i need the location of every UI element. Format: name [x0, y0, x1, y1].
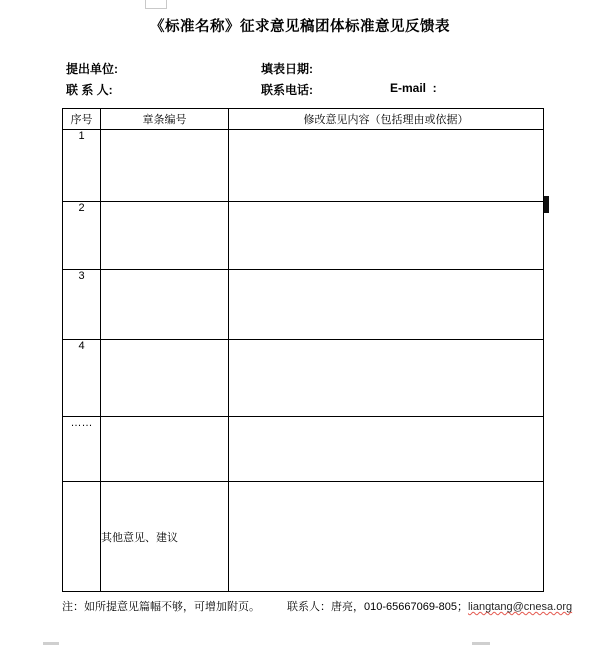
header-cell-content: 修改意见内容（包括理由或依据） [229, 109, 544, 130]
fill-date-label: 填表日期: [261, 62, 313, 76]
feedback-table [62, 108, 544, 592]
footer-contact [287, 598, 572, 614]
content-input-cell[interactable] [229, 340, 544, 417]
row-number-cell: 3 [63, 270, 101, 340]
content-input-cell[interactable] [229, 270, 544, 340]
table-row [63, 270, 544, 340]
header-cell-clause: 章条编号 [101, 109, 229, 130]
proposer-label: 提出单位: [66, 62, 118, 76]
row-number-cell: 1 [63, 130, 101, 202]
table-row [63, 202, 544, 270]
clause-input-cell[interactable] [101, 270, 229, 340]
email-label: E-mail : [390, 81, 437, 95]
row-number-cell [63, 482, 101, 592]
footer-contact-email: liangtang@cnesa.org [467, 601, 573, 613]
table-row [63, 417, 544, 482]
table-row-other-comments [63, 482, 544, 592]
content-input-cell[interactable] [229, 482, 544, 592]
header-cell-index: 序号 [63, 109, 101, 130]
table-row [63, 340, 544, 417]
row-number-cell: 2 [63, 202, 101, 270]
phone-label: 联系电话: [261, 83, 313, 97]
document-title: 《标准名称》征求意见稿团体标准意见反馈表 [150, 19, 450, 35]
table-row [63, 130, 544, 202]
content-input-cell[interactable] [229, 417, 544, 482]
content-input-cell[interactable] [229, 130, 544, 202]
clause-input-cell[interactable] [101, 417, 229, 482]
clause-input-cell[interactable] [101, 130, 229, 202]
table-border-drag-handle[interactable] [544, 196, 549, 213]
clause-input-cell[interactable] [101, 340, 229, 417]
content-input-cell[interactable] [229, 202, 544, 270]
page-top-notch-artifact [145, 0, 167, 9]
other-comments-label-cell: 其他意见、建议 [101, 482, 229, 592]
row-number-cell: 4 [63, 340, 101, 417]
contact-person-label: 联 系 人: [66, 83, 113, 97]
table-header-row [63, 109, 544, 130]
footer-contact-text: 联系人：唐亮，010-65667069-805； [287, 601, 468, 613]
row-number-cell: …… [63, 417, 101, 482]
clause-input-cell[interactable] [101, 202, 229, 270]
footer-note: 注：如所提意见篇幅不够，可增加附页。 [62, 601, 260, 613]
